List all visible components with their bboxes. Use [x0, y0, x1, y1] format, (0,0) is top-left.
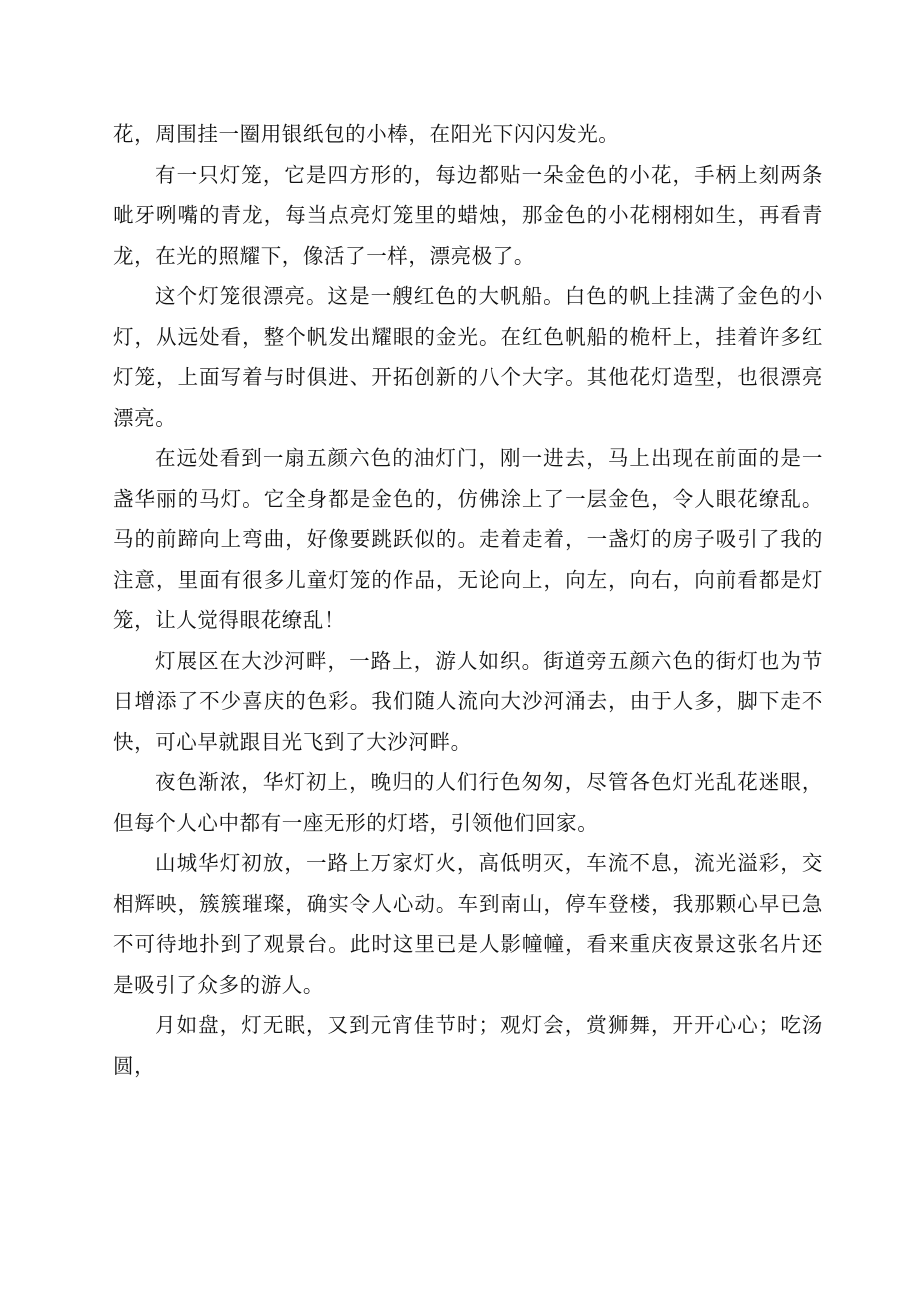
- paragraph-7: 山城华灯初放，一路上万家灯火，高低明灭，车流不息，流光溢彩，交相辉映，簇簇璀璨，确实令人心动。车到南山，停车登楼，我那颗心早已急不可待地扑到了观景台。此时这里已是人影幢幢，看来重庆夜景这张名片还是吸引了众多的游人。: [113, 851, 823, 997]
- paragraph-1: 花，周围挂一圈用银纸包的小棒，在阳光下闪闪发光。: [113, 122, 620, 146]
- paragraph-6: 夜色渐浓，华灯初上，晚归的人们行色匆匆，尽管各色灯光乱花迷眼，但每个人心中都有一座无形的灯塔，引领他们回家。: [113, 770, 823, 835]
- document-body: [113, 114, 823, 1086]
- paragraph-8: 月如盘，灯无眠，又到元宵佳节时；观灯会，赏狮舞，开开心心；吃汤圆，: [113, 1013, 823, 1078]
- paragraph-2: 有一只灯笼，它是四方形的，每边都贴一朵金色的小花，手柄上刻两条呲牙咧嘴的青龙，每当点亮灯笼里的蜡烛，那金色的小花栩栩如生，再看青龙，在光的照耀下，像活了一样，漂亮极了。: [113, 162, 823, 268]
- paragraph-4: 在远处看到一扇五颜六色的油灯门，刚一进去，马上出现在前面的是一盏华丽的马灯。它全身都是金色的，仿佛涂上了一层金色，令人眼花缭乱。马的前蹄向上弯曲，好像要跳跃似的。走着走着，一盏灯的房子吸引了我的注意，里面有很多儿童灯笼的作品，无论向上，向左，向右，向前看都是灯笼，让人觉得眼花缭乱！: [113, 446, 823, 632]
- paragraph-3: 这个灯笼很漂亮。这是一艘红色的大帆船。白色的帆上挂满了金色的小灯，从远处看，整个帆发出耀眼的金光。在红色帆船的桅杆上，挂着许多红灯笼，上面写着与时俱进、开拓创新的八个大字。其他花灯造型，也很漂亮漂亮。: [113, 284, 823, 430]
- paragraph-5: 灯展区在大沙河畔，一路上，游人如织。街道旁五颜六色的街灯也为节日增添了不少喜庆的色彩。我们随人流向大沙河涌去，由于人多，脚下走不快，可心早就跟目光飞到了大沙河畔。: [113, 648, 823, 754]
